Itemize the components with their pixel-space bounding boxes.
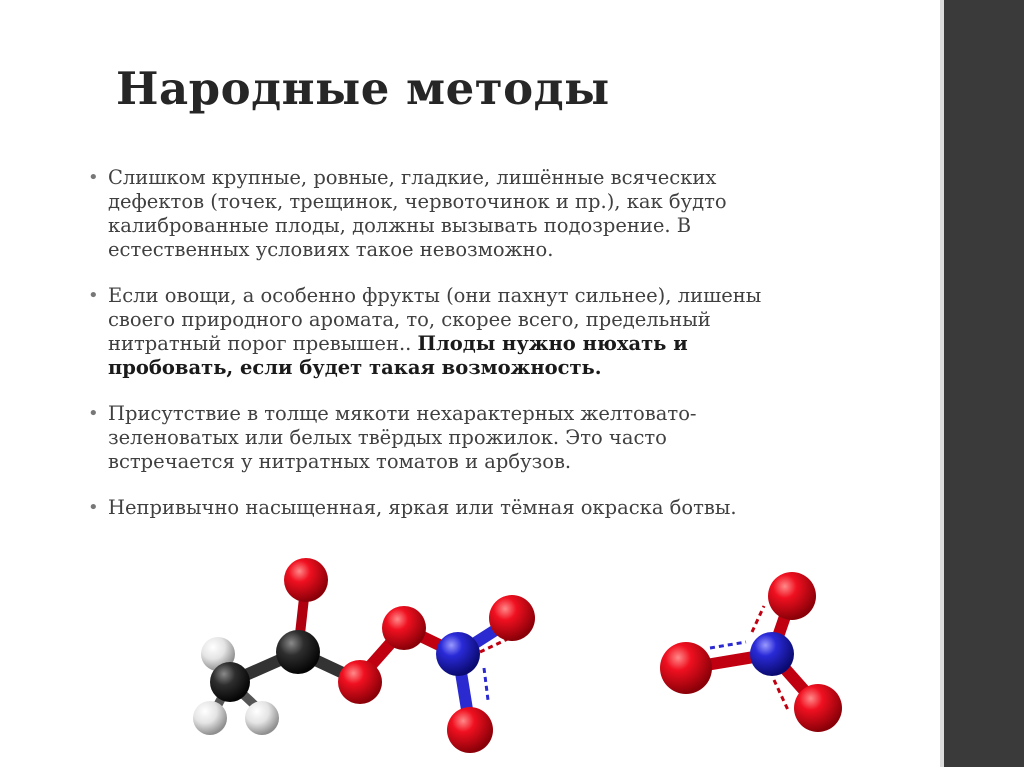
oxygen-atom xyxy=(284,558,328,602)
bullet-text: Присутствие в толще мякоти нехарактерных желтовато-зеленоватых или белых твёрдых прожилок. Это часто встречается у нитратных томатов и арбузов. xyxy=(108,402,697,473)
bullet-dot-icon: • xyxy=(88,285,99,306)
nitrate-ion-molecule-image xyxy=(650,568,860,743)
side-panel xyxy=(944,0,1024,767)
oxygen-atom xyxy=(338,660,382,704)
bullet-item-3 xyxy=(88,402,768,474)
carbon-atom xyxy=(276,630,320,674)
nitrogen-atom xyxy=(750,632,794,676)
nitrogen-atom xyxy=(436,632,480,676)
oxygen-atom xyxy=(794,684,842,732)
bullet-item-4 xyxy=(88,496,768,520)
bullet-text: Непривычно насыщенная, яркая или тёмная окраска ботвы. xyxy=(108,496,737,519)
oxygen-atom xyxy=(382,606,426,650)
bullet-dot-icon: • xyxy=(88,167,99,188)
slide-title: Народные методы xyxy=(116,62,610,115)
peroxyacetyl-nitrate-molecule-image xyxy=(170,550,550,760)
carbon-atom xyxy=(210,662,250,702)
bullet-text: Слишком крупные, ровные, гладкие, лишённые всяческих дефектов (точек, трещинок, червоточинок и пр.), как будто калиброванные плоды, должны вызывать подозрение. В естественных условиях такое невозможно. xyxy=(108,166,727,261)
oxygen-atom xyxy=(489,595,535,641)
bullet-item-2 xyxy=(88,284,768,380)
bullet-item-1 xyxy=(88,166,768,262)
oxygen-atom xyxy=(660,642,712,694)
hydrogen-atom xyxy=(245,701,279,735)
bullet-dot-icon: • xyxy=(88,497,99,518)
bullet-bold-text: Плоды нужно нюхать и пробовать, если будет такая возможность. xyxy=(108,332,688,379)
oxygen-atom xyxy=(447,707,493,753)
oxygen-atom xyxy=(768,572,816,620)
bullet-dot-icon: • xyxy=(88,403,99,424)
bullet-text: Если овощи, а особенно фрукты (они пахнут сильнее), лишены своего природного аромата, то, скорее всего, предельный нитратный порог превышен.. xyxy=(108,284,762,355)
bullet-list xyxy=(88,166,768,542)
hydrogen-atom xyxy=(193,701,227,735)
